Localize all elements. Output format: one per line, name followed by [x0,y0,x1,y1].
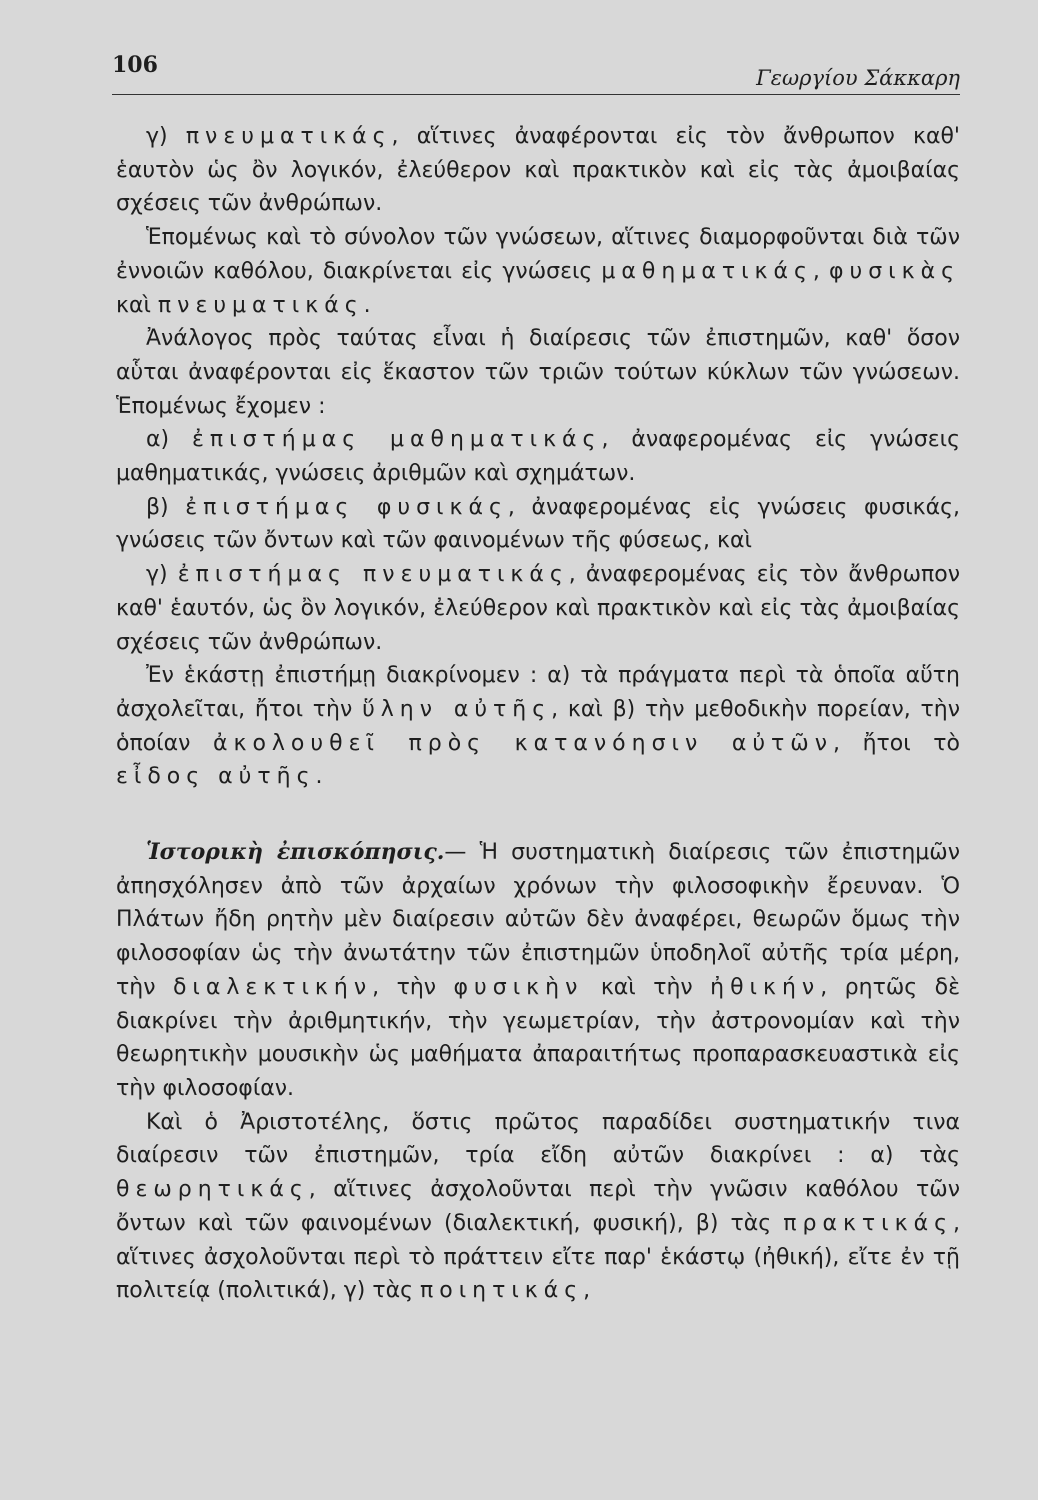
text-run: . [363,292,371,318]
spaced-term: ἠθικήν [710,974,821,1000]
text-run: Ἐν ἑκάστῃ ἐπιστήμῃ διακρίνομεν : α) τὰ πράγματα περὶ τὰ ὁποῖα αὕτη ἀσχολεῖται, ἤτοι τὴν [116,663,960,722]
text-run: , [583,1278,591,1304]
text-run: , ἀναφερομένας εἰς τὸν ἄνθρωπον καθ' ἑαυτόν, ὡς ὂν λογικόν, ἐλεύθερον καὶ πρακτικὸν καὶ εἰς τὰς ἀμοιβαίας σχέσεις τῶν ἀνθρώπων. [116,562,960,655]
text-run: . [315,764,323,790]
spaced-term: φυσικὰς [828,258,960,284]
spaced-term: ποιητικάς [419,1278,584,1304]
running-head: Γεωργίου Σάκκαρη [756,66,960,90]
spaced-term: ἐπιστήμας φυσικάς [185,494,508,520]
spaced-term: εἶδος αὐτῆς [116,764,316,790]
spaced-term: θεωρητικάς [116,1177,309,1203]
paragraph [116,558,960,659]
spaced-term: πρακτικάς [783,1210,953,1236]
text-run: — Ἡ συστηματικὴ διαίρεσις τῶν ἐπιστημῶν ἀπησχόλησεν ἀπὸ τῶν ἀρχαίων χρόνων τὴν φιλοσοφικὴν ἔρευναν. Ὁ Πλάτων ἤδη ρητὴν μὲν διαίρεσιν αὐτῶν δὲν ἀναφέρει, θεωρῶν ὅμως τὴν φιλοσοφίαν ὡς τὴν ἀνωτάτην τῶν ἐπιστημῶν ὑποδηλοῖ αὐτῆς τρία μέρη, τὴν [116,840,960,1000]
text-run: , ἀναφερομένας εἰς γνώσεις φυσικάς, γνώσεις τῶν ὄντων καὶ τῶν φαινομένων τῆς φύσεως, καὶ [116,494,960,554]
paragraph [116,1106,960,1308]
spaced-term: φυσικὴν [453,974,584,1000]
section-gap [116,794,960,836]
text-run: γ) [146,562,178,588]
section-heading: Ἱστορικὴ ἐπισκόπησις. [146,839,445,866]
page-number: 106 [112,52,158,78]
spaced-term: πνευματικάς [185,124,392,149]
text-run: , αἵτινες ἀσχολοῦνται περὶ τὸ πράττειν εἴτε παρ' ἑκάστῳ (ἠθική), εἴτε ἐν τῇ πολιτείᾳ (πολιτικά), γ) τὰς [116,1210,960,1304]
paragraph [116,221,960,322]
text-run: , [812,258,829,284]
text-run: , ἤτοι τὸ [833,730,960,756]
text-run: β) [146,494,186,520]
paragraph [116,836,960,1106]
spaced-term: πνευματικάς [157,292,364,318]
text-run: Ἀνάλογος πρὸς ταύτας εἶναι ἡ διαίρεσις τῶν ἐπιστημῶν, καθ' ὅσον αὗται ἀναφέρονται εἰς ἕκαστον τῶν τριῶν τούτων κύκλων τῶν γνώσεων. Ἑπομένως ἔχομεν : [116,326,960,419]
spaced-term: ἐπιστήμας μαθηματικάς [191,427,602,453]
text-run: Καὶ ὁ Ἀριστοτέλης, ὅστις πρῶτος παραδίδει συστηματικήν τινα διαίρεσιν τῶν ἐπιστημῶν, τρία εἴδη αὐτῶν διακρίνει : α) τὰς [116,1109,960,1169]
text-run: γ) [146,124,186,149]
spaced-term: μαθηματικάς [601,258,813,284]
paragraph [116,120,960,221]
text-run: , αἵτινες ἀσχολοῦνται περὶ τὴν γνῶσιν καθόλου τῶν ὄντων καὶ τῶν φαινομένων (διαλεκτική, φυσική), β) τὰς [116,1177,960,1236]
paragraph [116,322,960,423]
paragraph [116,423,960,490]
text-run: καὶ [116,292,158,318]
text-run: α) [146,427,192,453]
spaced-term: ἐπιστήμας πνευματικάς [177,562,569,588]
paragraph [116,491,960,558]
page-body [116,120,960,1308]
spaced-term: διαλεκτικήν [172,974,373,1000]
paragraph [116,659,960,794]
spaced-term: ἀκολουθεῖ πρὸς κατανόησιν αὐτῶν [212,730,834,756]
text-run: , καὶ β) τὴν μεθοδικὴν πορείαν, τὴν ὁποίαν [116,696,960,756]
spaced-term: ὕλην αὐτῆς [362,696,552,722]
text-run: Ἑπομένως καὶ τὸ σύνολον τῶν γνώσεων, αἵτινες διαμορφοῦνται διὰ τῶν ἐννοιῶν καθόλου, διακρίνεται εἰς γνώσεις [116,225,960,284]
text-run: καὶ τὴν [583,974,711,1000]
text-run: , ρητῶς δὲ διακρίνει τὴν ἀριθμητικήν, τὴν γεωμετρίαν, τὴν ἀστρονομίαν καὶ τὴν θεωρητικὴν μουσικὴν ὡς μαθήματα ἀπαραιτήτως προπαρασκευαστικὰ εἰς τὴν φιλοσοφίαν. [116,974,960,1101]
text-run: , ἀναφερομένας εἰς γνώσεις μαθηματικάς, γνώσεις ἀριθμῶν καὶ σχημάτων. [116,427,961,487]
text-run: , τὴν [372,974,454,1000]
text-run: , αἵτινες ἀναφέρονται εἰς τὸν ἄνθρωπον καθ' ἑαυτὸν ὡς ὂν λογικόν, ἐλεύθερον καὶ πρακτικὸν καὶ εἰς τὰς ἀμοιβαίας σχέσεις τῶν ἀνθρώπων. [116,124,960,217]
page-header [112,50,960,95]
